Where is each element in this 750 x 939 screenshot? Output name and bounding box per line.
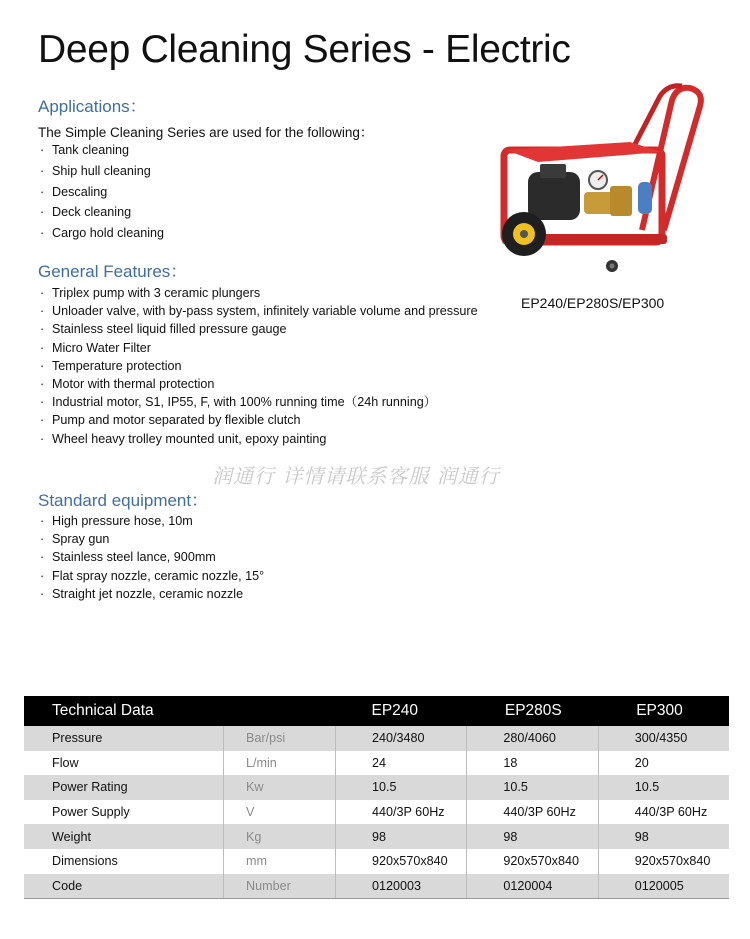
row-label: Power Rating — [24, 775, 224, 800]
row-unit: Kg — [224, 824, 336, 849]
watermark-text: 润通行 详情请联系客服 润通行 — [212, 464, 500, 488]
page-title: Deep Cleaning Series - Electric — [38, 28, 571, 71]
row-value: 24 — [336, 751, 467, 776]
motor-junction-box — [540, 164, 566, 178]
features-heading: General Features： — [38, 262, 188, 281]
row-unit: Number — [224, 874, 336, 899]
row-value: 0120003 — [336, 874, 467, 899]
row-value: 0120004 — [467, 874, 598, 899]
table-header-row — [24, 696, 729, 726]
row-value: 920x570x840 — [634, 854, 711, 869]
header-unit — [224, 696, 336, 726]
table-row — [24, 800, 729, 825]
list-item: · Cargo hold cleaning — [38, 223, 164, 244]
equipment-list — [38, 512, 264, 603]
row-value: 98 — [634, 829, 649, 844]
table-row — [24, 874, 729, 899]
list-item: · Straight jet nozzle, ceramic nozzle — [38, 585, 264, 603]
applications-list — [38, 140, 164, 244]
row-unit: L/min — [224, 751, 336, 776]
row-unit: Bar/psi — [224, 726, 336, 751]
product-caption: EP240/EP280S/EP300 — [521, 295, 665, 311]
row-label: Flow — [24, 751, 224, 776]
list-item: · Triplex pump with 3 ceramic plungers — [38, 284, 478, 302]
list-item: · Wheel heavy trolley mounted unit, epoxy painting — [38, 430, 478, 448]
row-value: 440/3P 60Hz — [336, 800, 467, 825]
list-item: · Stainless steel liquid filled pressure gauge — [38, 320, 478, 338]
row-value: 10.5 — [467, 775, 598, 800]
row-value: 920x570x840 — [467, 849, 598, 874]
table-row — [24, 775, 729, 800]
row-unit: V — [224, 800, 336, 825]
table-row — [24, 849, 729, 874]
applications-intro: The Simple Cleaning Series are used for the following： — [38, 125, 374, 140]
row-value: 98 — [467, 824, 598, 849]
pump-head — [610, 186, 632, 216]
list-item: · Ship hull cleaning — [38, 161, 164, 182]
row-unit: Kw — [224, 775, 336, 800]
header-model: EP300 — [636, 702, 683, 719]
applications-heading: Applications： — [38, 97, 147, 116]
list-item: · Industrial motor, S1, IP55, F, with 100% running time（24h running） — [38, 393, 478, 411]
list-item: · Flat spray nozzle, ceramic nozzle, 15° — [38, 567, 264, 585]
row-value: 10.5 — [336, 775, 467, 800]
list-item: · Spray gun — [38, 530, 264, 548]
row-value: 300/4350 — [634, 731, 688, 746]
row-value: 240/3480 — [336, 726, 467, 751]
row-label: Code — [24, 874, 224, 899]
list-item: · Deck cleaning — [38, 202, 164, 223]
pressure-washer-image — [492, 80, 714, 280]
row-value: 280/4060 — [467, 726, 598, 751]
row-value: 0120005 — [598, 874, 729, 899]
list-item: · High pressure hose, 10m — [38, 512, 264, 530]
header-model: EP280S — [504, 702, 562, 719]
row-value: 10.5 — [634, 780, 660, 795]
row-value: 440/3P 60Hz — [634, 805, 708, 820]
list-item: · Pump and motor separated by flexible clutch — [38, 411, 478, 429]
row-label: Power Supply — [24, 800, 224, 825]
table-row — [24, 726, 729, 751]
features-list — [38, 284, 478, 448]
motor-body — [528, 172, 580, 220]
equipment-heading: Standard equipment： — [38, 491, 209, 510]
table-row — [24, 751, 729, 776]
row-label: Weight — [24, 824, 224, 849]
list-item: · Temperature protection — [38, 357, 478, 375]
row-value: 20 — [634, 755, 649, 770]
table-row — [24, 824, 729, 849]
list-item: · Stainless steel lance, 900mm — [38, 548, 264, 566]
row-unit: mm — [224, 849, 336, 874]
water-filter — [638, 182, 652, 214]
row-label: Pressure — [24, 726, 224, 751]
header-label: Technical Data — [52, 702, 154, 719]
list-item: · Tank cleaning — [38, 140, 164, 161]
list-item: · Descaling — [38, 182, 164, 203]
trolley-top-panel — [506, 142, 662, 162]
list-item: · Motor with thermal protection — [38, 375, 478, 393]
technical-data-table — [24, 696, 729, 899]
list-item: · Micro Water Filter — [38, 339, 478, 357]
row-label: Dimensions — [24, 849, 224, 874]
row-value: 18 — [467, 751, 598, 776]
row-value: 98 — [336, 824, 467, 849]
row-value: 920x570x840 — [336, 849, 467, 874]
list-item: · Unloader valve, with by-pass system, infinitely variable volume and pressure — [38, 302, 478, 320]
header-model: EP240 — [371, 702, 419, 719]
row-value: 440/3P 60Hz — [467, 800, 598, 825]
